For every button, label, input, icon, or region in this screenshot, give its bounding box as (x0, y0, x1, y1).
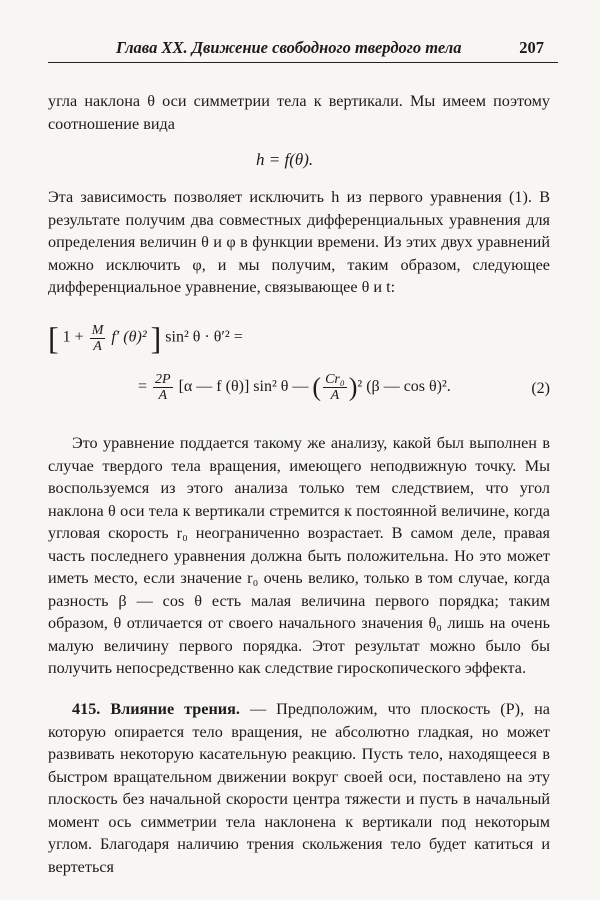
section-415-paragraph (48, 698, 550, 878)
frac-numerator-2P: 2P (155, 372, 171, 387)
close-paren: ) (348, 372, 358, 402)
page-number: 207 (519, 38, 544, 57)
fraction-2P-over-A (153, 372, 173, 403)
formula-h-f-theta: h = f(θ). (256, 150, 314, 169)
frac-numerator-M: M (91, 322, 104, 338)
equation-line-1 (48, 322, 243, 354)
frac-denominator-A3: A (330, 388, 340, 403)
section-415 (48, 698, 550, 878)
section-text: — Предположим, что плоскость (P), на которую опирается тело вращения, не абсолютно гладкая, но может развивать некоторую касательную реакцию. Пусть тело, находящееся в быстром вращательном движении вокруг своей оси, поставлено на эту плоскость без начальной скорости центра тяжести и пусть в начальный момент ось симметрии тела наклонена к вертикали под некоторым углом. Благодаря наличию трения скольжения тело будет катиться и вертеться (48, 700, 550, 876)
close-bracket: ] (150, 320, 162, 356)
open-bracket: [ (48, 320, 59, 356)
paragraph-3-text: Это уравнение поддается такому же анализу, какой был выполнен в случае твердого тела вращения, имеющего неподвижную точку. Мы воспользуемся из этого анализа только тем следствием, что угол наклона θ оси тела к вертикали стремится к постоянной величине, когда угловая скорость r₀ неограниченно возрастает. В самом деле, правая часть последнего уравнения должна быть положительна. Но это может иметь место, если значение r₀ очень велико, только в том случае, когда разность β — cos θ есть малая величина первого порядка; таким образом, θ отличается от своего начального значения θ₀ лишь на очень малую величину первого порядка. Этот результат можно было бы получить непосредственно как следствие гироскопического эффекта. (48, 434, 550, 677)
eq-line2-c: ² (β — cos θ)². (357, 378, 451, 396)
running-header (48, 38, 558, 63)
fraction-Cr0-over-A (323, 372, 347, 403)
chapter-title: Глава XX. Движение свободного твердого тела (116, 38, 462, 57)
intro-paragraph (48, 90, 550, 135)
section-heading: 415. Влияние трения. (72, 700, 240, 718)
eq-line2-b: [α — f (θ)] sin² θ — (178, 378, 309, 396)
open-paren: ( (312, 372, 322, 402)
fraction-M-over-A (90, 323, 106, 354)
paragraph-2-text: Эта зависимость позволяет исключить h из первого уравнения (1). В результате получим два совместных дифференциальных уравнения для определения величин θ и φ в функции времени. Из этих двух уравнений можно исключить φ, и мы получим, таким образом, следующее дифференциальное уравнение, связывающее θ и t: (48, 188, 550, 296)
frac-denominator-A: A (93, 338, 102, 354)
eq-line1-a: 1 + (62, 328, 84, 346)
paragraph-3 (48, 432, 550, 680)
paragraph-2 (48, 186, 550, 299)
frac-numerator-Cr0: Cr₀ (325, 372, 345, 387)
intro-text: угла наклона θ оси симметрии тела к вертикали. Мы имеем поэтому соотношение вида (48, 92, 550, 133)
eq-line1-c: sin² θ · θ′² = (165, 328, 243, 346)
equation-line-2 (138, 372, 451, 403)
eq-line1-b: f′ (θ)² (111, 328, 147, 346)
eq-line2-a: = (138, 378, 148, 396)
frac-denominator-A2: A (158, 388, 168, 403)
equation-number: (2) (531, 380, 550, 397)
